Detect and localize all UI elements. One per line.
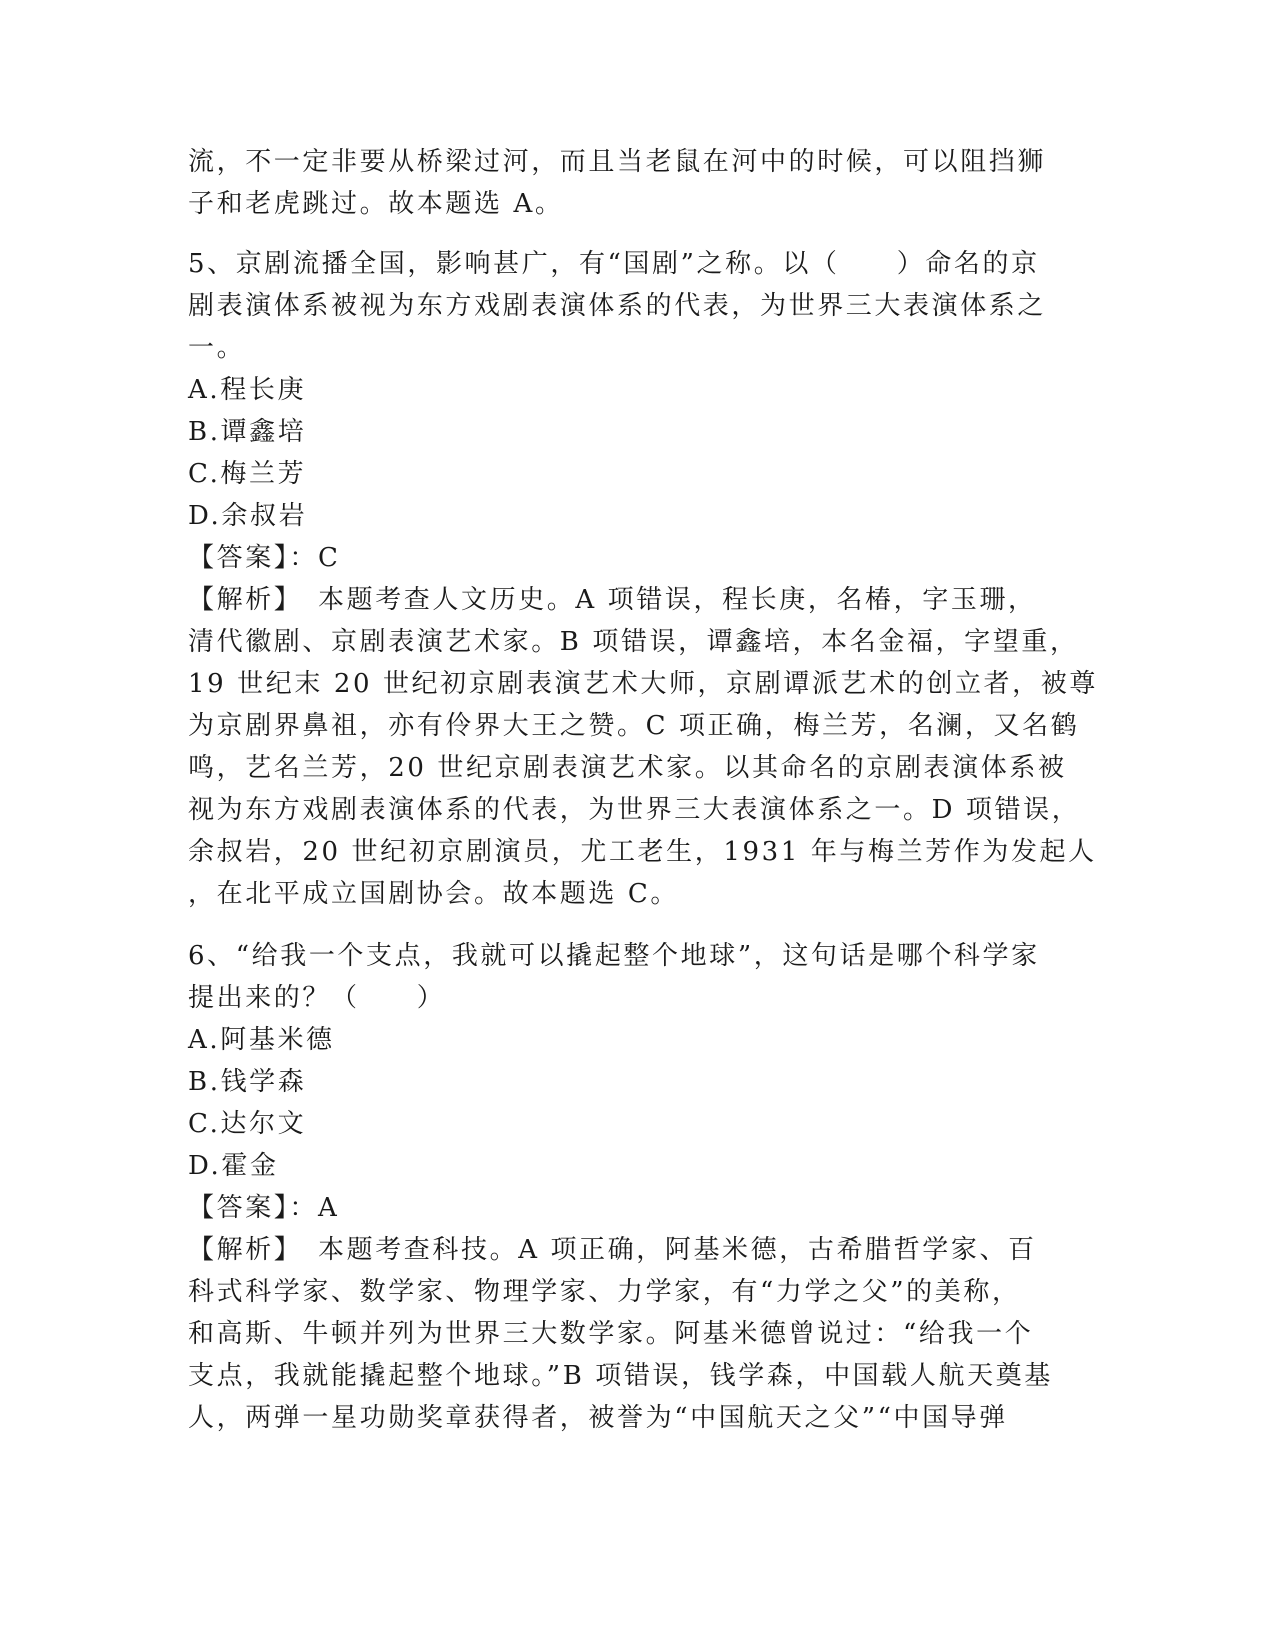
question-6-analysis: 支点，我就能撬起整个地球。”B 项错误，钱学森，中国载人航天奠基: [188, 1361, 1053, 1391]
question-6-analysis: 人，两弹一星功勋奖章获得者，被誉为“中国航天之父”“中国导弹: [188, 1403, 1008, 1433]
question-6-analysis: 【解析】 本题考查科技。A 项正确，阿基米德，古希腊哲学家、百: [188, 1235, 1037, 1265]
question-5-analysis: 【解析】 本题考查人文历史。A 项错误，程长庚，名椿，字玉珊，: [188, 585, 1037, 615]
question-5-analysis: 视为东方戏剧表演体系的代表，为世界三大表演体系之一。D 项错误，: [188, 795, 1081, 825]
question-5-option-b: B.谭鑫培: [188, 417, 307, 447]
question-6-option-b: B.钱学森: [188, 1067, 307, 1097]
question-5-text: 一。: [188, 333, 246, 363]
question-6-text: 6、“给我一个支点，我就可以撬起整个地球”，这句话是哪个科学家: [188, 941, 1040, 971]
question-5-analysis: 为京剧界鼻祖，亦有伶界大王之赞。C 项正确，梅兰芳，名澜，又名鹤: [188, 711, 1080, 741]
question-5-analysis: 鸣，艺名兰芳，20 世纪京剧表演艺术家。以其命名的京剧表演体系被: [188, 753, 1067, 783]
question-5-text: 剧表演体系被视为东方戏剧表演体系的代表，为世界三大表演体系之: [188, 291, 1047, 321]
question-5-text: 5、京剧流播全国，影响甚广，有“国剧”之称。以（ ）命名的京: [188, 249, 1040, 279]
question-5-option-c: C.梅兰芳: [188, 459, 307, 489]
question-5-option-a: A.程长庚: [188, 375, 307, 405]
question-5-analysis: ，在北平成立国剧协会。故本题选 C。: [188, 879, 679, 909]
question-6-answer: 【答案】：A: [188, 1193, 340, 1223]
question-5-analysis: 余叔岩，20 世纪初京剧演员，尤工老生，1931 年与梅兰芳作为发起人: [188, 837, 1097, 867]
question-6-analysis: 和高斯、牛顿并列为世界三大数学家。阿基米德曾说过：“给我一个: [188, 1319, 1034, 1349]
question-5-analysis: 清代徽剧、京剧表演艺术家。B 项错误，谭鑫培，本名金福，字望重，: [188, 627, 1079, 657]
question-6-option-d: D.霍金: [188, 1151, 279, 1181]
question-5-analysis: 19 世纪末 20 世纪初京剧表演艺术大师，京剧谭派艺术的创立者，被尊: [188, 669, 1098, 699]
question-5-answer: 【答案】：C: [188, 543, 341, 573]
intro-line: 子和老虎跳过。故本题选 A。: [188, 189, 564, 219]
question-6-option-a: A.阿基米德: [188, 1025, 335, 1055]
intro-line: 流，不一定非要从桥梁过河，而且当老鼠在河中的时候，可以阻挡狮: [188, 147, 1047, 177]
question-6-text: 提出来的？（ ）: [188, 983, 446, 1013]
question-5-option-d: D.余叔岩: [188, 501, 308, 531]
question-6-analysis: 科式科学家、数学家、物理学家、力学家，有“力学之父”的美称，: [188, 1277, 1021, 1307]
question-6-option-c: C.达尔文: [188, 1109, 307, 1139]
